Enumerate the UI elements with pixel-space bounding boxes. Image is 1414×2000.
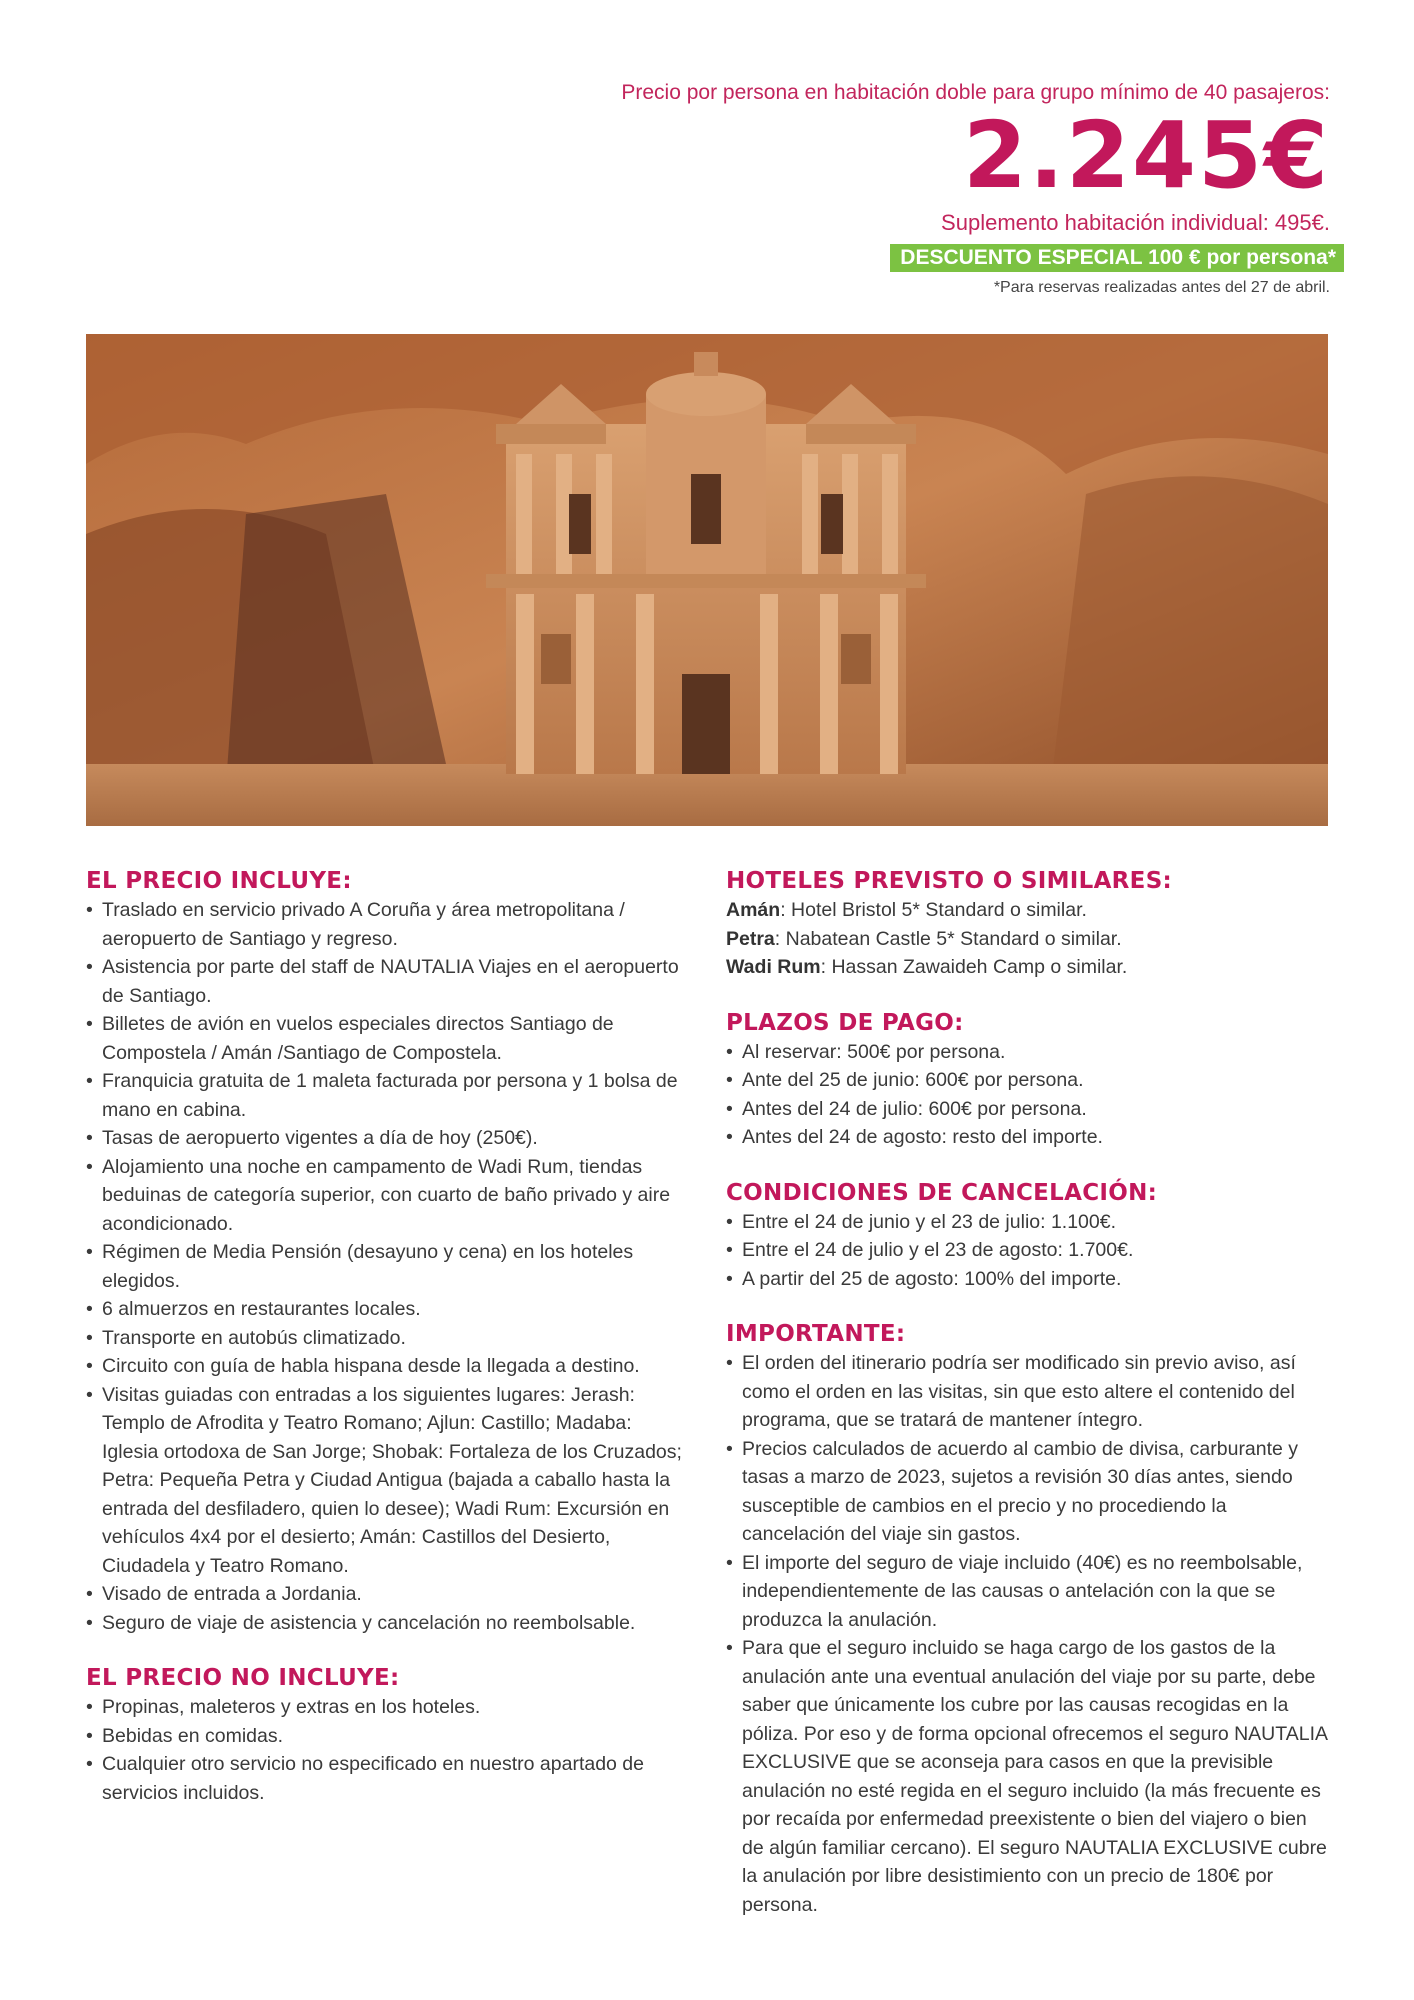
list-item: • Traslado en servicio privado A Coruña y área metropolitana / aeropuerto de Santiago y regreso.	[86, 896, 686, 953]
includes-heading: EL PRECIO INCLUYE:	[86, 868, 352, 894]
hotel-city: Petra	[726, 927, 775, 950]
list-item: • Billetes de avión en vuelos especiales directos Santiago de Compostela / Amán /Santiago de Compostela.	[86, 1010, 686, 1067]
important-list	[726, 1349, 1330, 1919]
cancellation-heading: CONDICIONES DE CANCELACIÓN:	[726, 1179, 1158, 1206]
list-item: • Antes del 24 de agosto: resto del importe.	[726, 1123, 1330, 1152]
hotel-city: Wadi Rum	[726, 956, 821, 978]
list-item: • Tasas de aeropuerto vigentes a día de hoy (250€).	[86, 1124, 686, 1153]
hotel-line	[726, 953, 1330, 982]
list-item: • El orden del itinerario podría ser modificado sin previo aviso, así como el orden en las visitas, sin que esto altere el contenido del programa, que se tratará de mantener íntegro.	[726, 1349, 1330, 1435]
list-item: • Alojamiento una noche en campamento de Wadi Rum, tiendas beduinas de categoría superior, con cuarto de baño privado y aire acondicionado.	[86, 1153, 686, 1239]
list-item: • Bebidas en comidas.	[86, 1722, 686, 1751]
list-item: • Propinas, maleteros y extras en los hoteles.	[86, 1693, 686, 1722]
list-item: • Circuito con guía de habla hispana desde la llegada a destino.	[86, 1352, 686, 1381]
list-item: • Entre el 24 de junio y el 23 de julio: 1.100€.	[726, 1208, 1330, 1237]
list-item: • El importe del seguro de viaje incluido (40€) es no reembolsable, independientemente de las causas o antelación con la que se produzca la anulación.	[726, 1549, 1330, 1635]
list-item: • Asistencia por parte del staff de NAUTALIA Viajes en el aeropuerto de Santiago.	[86, 953, 686, 1010]
excludes-heading: EL PRECIO NO INCLUYE:	[86, 1665, 400, 1691]
hotel-line	[726, 925, 1330, 954]
list-item: • Visitas guiadas con entradas a los siguientes lugares: Jerash: Templo de Afrodita y Teatro Romano; Ajlun: Castillo; Madaba: Iglesia ortodoxa de San Jorge; Shobak: Fortaleza de los Cruzados; Petra: Pequeña Petra y Ciudad Antigua (bajada a caballo hasta la entrada del desfiladero, quien lo desee); Wadi Rum: Excursión en vehículos 4x4 por el desierto; Amán: Castillos del Desierto, Ciudadela y Teatro Romano.	[86, 1381, 686, 1581]
list-item: • Para que el seguro incluido se haga cargo de los gastos de la anulación ante una eventual anulación del viaje por su parte, debe saber que únicamente los cubre por las causas recogidas en la póliza. Por eso y de forma opcional ofrecemos el seguro NAUTALIA EXCLUSIVE que se aconseja para casos en que la previsible anulación no esté regida en el seguro incluido (la más frecuente es por recaída por enfermedad preexistente o bien del viajero o bien de algún familiar cercano). El seguro NAUTALIA EXCLUSIVE cubre la anulación por libre desistimiento con un precio de 180€ por persona.	[726, 1634, 1330, 1919]
list-item: • Ante del 25 de junio: 600€ por persona.	[726, 1066, 1330, 1095]
list-item: • Entre el 24 de julio y el 23 de agosto: 1.700€.	[726, 1236, 1330, 1265]
includes-list	[86, 896, 686, 1637]
list-item: • Precios calculados de acuerdo al cambio de divisa, carburante y tasas a marzo de 2023, sujetos a revisión 30 días antes, siendo susceptible de cambios en el precio y no procediendo la cancelación del viaje sin gastos.	[726, 1435, 1330, 1549]
hotel-text: : Nabatean Castle 5* Standard o similar.	[774, 927, 1122, 950]
hotel-text: : Hassan Zawaideh Camp o similar.	[820, 956, 1128, 978]
hotel-city: Amán	[726, 899, 781, 921]
hotel-text: : Hotel Bristol 5* Standard o similar.	[780, 899, 1087, 921]
important-heading: IMPORTANTE:	[726, 1321, 906, 1347]
right-column	[726, 866, 1330, 1919]
left-column	[86, 866, 686, 1807]
list-item: • Seguro de viaje de asistencia y cancelación no reembolsable.	[86, 1609, 686, 1638]
list-item: • Régimen de Media Pensión (desayuno y cena) en los hoteles elegidos.	[86, 1238, 686, 1295]
price-block	[430, 78, 1336, 300]
list-item: • 6 almuerzos en restaurantes locales.	[86, 1295, 686, 1324]
payment-list	[726, 1038, 1330, 1152]
discount-badge: DESCUENTO ESPECIAL 100 € por persona*	[890, 244, 1344, 272]
list-item: • Transporte en autobús climatizado.	[86, 1324, 686, 1353]
list-item: • Visado de entrada a Jordania.	[86, 1580, 686, 1609]
list-item: • Antes del 24 de julio: 600€ por persona.	[726, 1095, 1330, 1124]
single-room-supplement: Suplemento habitación individual: 495€.	[941, 210, 1330, 235]
hotels-heading: HOTELES PREVISTO O SIMILARES:	[726, 868, 1173, 894]
list-item: • Franquicia gratuita de 1 maleta facturada por persona y 1 bolsa de mano en cabina.	[86, 1067, 686, 1124]
cancellation-list	[726, 1208, 1330, 1294]
price-amount: 2.245€	[962, 102, 1330, 209]
petra-monastery-photo	[86, 334, 1328, 826]
hotel-line	[726, 896, 1330, 925]
discount-footnote: *Para reservas realizadas antes del 27 de abril.	[993, 279, 1330, 296]
list-item: • Al reservar: 500€ por persona.	[726, 1038, 1330, 1067]
payment-heading: PLAZOS DE PAGO:	[726, 1009, 964, 1036]
list-item: • A partir del 25 de agosto: 100% del importe.	[726, 1265, 1330, 1294]
price-caption: Precio por persona en habitación doble para grupo mínimo de 40 pasajeros:	[621, 81, 1330, 104]
list-item: • Cualquier otro servicio no especificado en nuestro apartado de servicios incluidos.	[86, 1750, 686, 1807]
excludes-list	[86, 1693, 686, 1807]
